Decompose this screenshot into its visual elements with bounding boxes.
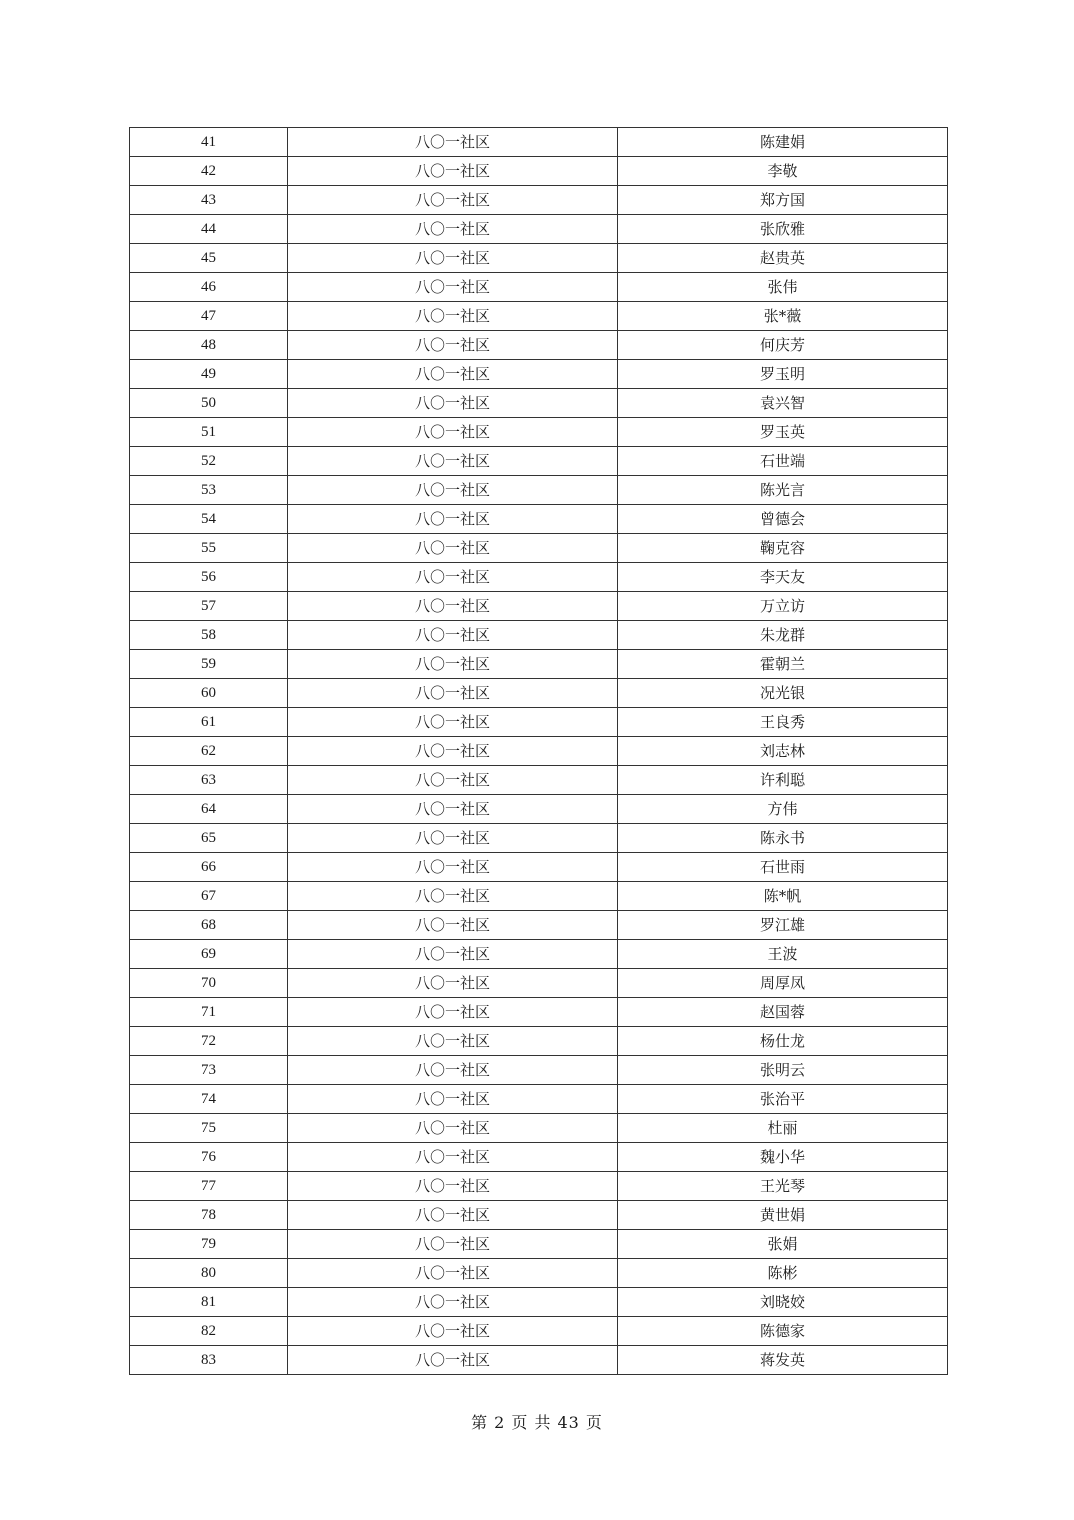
row-number-cell: 66 [130,853,288,882]
footer-middle: 页 共 [511,1413,552,1432]
name-cell: 鞠克容 [618,534,948,563]
page-footer [0,1410,1074,1433]
name-cell: 万立访 [618,592,948,621]
name-cell: 陈永书 [618,824,948,853]
community-cell: 八〇一社区 [288,418,618,447]
roster-table-body [130,128,948,1375]
community-cell: 八〇一社区 [288,1114,618,1143]
roster-table-container [129,127,946,1375]
row-number-cell: 81 [130,1288,288,1317]
community-cell: 八〇一社区 [288,331,618,360]
row-number-cell: 55 [130,534,288,563]
footer-total-pages: 43 [557,1413,580,1432]
row-number-cell: 46 [130,273,288,302]
table-row [130,215,948,244]
table-row [130,911,948,940]
name-cell: 许利聪 [618,766,948,795]
community-cell: 八〇一社区 [288,679,618,708]
name-cell: 石世端 [618,447,948,476]
table-row [130,389,948,418]
community-cell: 八〇一社区 [288,1346,618,1375]
name-cell: 赵贵英 [618,244,948,273]
table-row [130,650,948,679]
community-cell: 八〇一社区 [288,360,618,389]
row-number-cell: 42 [130,157,288,186]
name-cell: 张伟 [618,273,948,302]
name-cell: 况光银 [618,679,948,708]
row-number-cell: 44 [130,215,288,244]
table-row [130,302,948,331]
table-row [130,563,948,592]
name-cell: 张*薇 [618,302,948,331]
name-cell: 黄世娟 [618,1201,948,1230]
community-cell: 八〇一社区 [288,940,618,969]
name-cell: 赵国蓉 [618,998,948,1027]
community-cell: 八〇一社区 [288,534,618,563]
table-row [130,1317,948,1346]
name-cell: 王光琴 [618,1172,948,1201]
name-cell: 李天友 [618,563,948,592]
row-number-cell: 49 [130,360,288,389]
community-cell: 八〇一社区 [288,476,618,505]
community-cell: 八〇一社区 [288,1288,618,1317]
name-cell: 袁兴智 [618,389,948,418]
table-row [130,969,948,998]
community-cell: 八〇一社区 [288,1143,618,1172]
row-number-cell: 69 [130,940,288,969]
footer-prefix: 第 [471,1413,489,1432]
name-cell: 王波 [618,940,948,969]
table-row [130,1288,948,1317]
community-cell: 八〇一社区 [288,157,618,186]
row-number-cell: 67 [130,882,288,911]
row-number-cell: 53 [130,476,288,505]
row-number-cell: 61 [130,708,288,737]
name-cell: 张娟 [618,1230,948,1259]
community-cell: 八〇一社区 [288,737,618,766]
footer-page-number: 2 [494,1413,506,1432]
name-cell: 杜丽 [618,1114,948,1143]
table-row [130,1027,948,1056]
community-cell: 八〇一社区 [288,1085,618,1114]
name-cell: 李敬 [618,157,948,186]
row-number-cell: 78 [130,1201,288,1230]
community-cell: 八〇一社区 [288,389,618,418]
table-row [130,1230,948,1259]
row-number-cell: 43 [130,186,288,215]
table-row [130,157,948,186]
table-row [130,1143,948,1172]
community-cell: 八〇一社区 [288,998,618,1027]
name-cell: 魏小华 [618,1143,948,1172]
community-cell: 八〇一社区 [288,650,618,679]
table-row [130,1259,948,1288]
table-row [130,998,948,1027]
table-row [130,853,948,882]
table-row [130,824,948,853]
name-cell: 张明云 [618,1056,948,1085]
row-number-cell: 48 [130,331,288,360]
row-number-cell: 47 [130,302,288,331]
table-row [130,1172,948,1201]
community-cell: 八〇一社区 [288,766,618,795]
table-row [130,737,948,766]
table-row [130,534,948,563]
community-cell: 八〇一社区 [288,853,618,882]
roster-table [129,127,948,1375]
name-cell: 刘志林 [618,737,948,766]
name-cell: 郑方国 [618,186,948,215]
row-number-cell: 77 [130,1172,288,1201]
name-cell: 方伟 [618,795,948,824]
community-cell: 八〇一社区 [288,505,618,534]
name-cell: 张治平 [618,1085,948,1114]
name-cell: 陈*帆 [618,882,948,911]
name-cell: 张欣雅 [618,215,948,244]
name-cell: 霍朝兰 [618,650,948,679]
community-cell: 八〇一社区 [288,1056,618,1085]
row-number-cell: 64 [130,795,288,824]
name-cell: 刘晓姣 [618,1288,948,1317]
community-cell: 八〇一社区 [288,1172,618,1201]
row-number-cell: 82 [130,1317,288,1346]
row-number-cell: 41 [130,128,288,157]
name-cell: 朱龙群 [618,621,948,650]
row-number-cell: 62 [130,737,288,766]
community-cell: 八〇一社区 [288,882,618,911]
table-row [130,360,948,389]
row-number-cell: 50 [130,389,288,418]
table-row [130,505,948,534]
row-number-cell: 51 [130,418,288,447]
row-number-cell: 79 [130,1230,288,1259]
row-number-cell: 73 [130,1056,288,1085]
footer-suffix: 页 [585,1413,603,1432]
community-cell: 八〇一社区 [288,244,618,273]
community-cell: 八〇一社区 [288,795,618,824]
table-row [130,476,948,505]
row-number-cell: 70 [130,969,288,998]
table-row [130,1056,948,1085]
table-row [130,1201,948,1230]
community-cell: 八〇一社区 [288,969,618,998]
row-number-cell: 65 [130,824,288,853]
name-cell: 陈建娟 [618,128,948,157]
table-row [130,128,948,157]
community-cell: 八〇一社区 [288,186,618,215]
row-number-cell: 56 [130,563,288,592]
row-number-cell: 80 [130,1259,288,1288]
row-number-cell: 57 [130,592,288,621]
row-number-cell: 71 [130,998,288,1027]
community-cell: 八〇一社区 [288,128,618,157]
community-cell: 八〇一社区 [288,1317,618,1346]
name-cell: 周厚凤 [618,969,948,998]
row-number-cell: 83 [130,1346,288,1375]
table-row [130,331,948,360]
name-cell: 罗江雄 [618,911,948,940]
table-row [130,621,948,650]
community-cell: 八〇一社区 [288,621,618,650]
community-cell: 八〇一社区 [288,592,618,621]
community-cell: 八〇一社区 [288,447,618,476]
table-row [130,940,948,969]
table-row [130,1114,948,1143]
community-cell: 八〇一社区 [288,302,618,331]
table-row [130,679,948,708]
name-cell: 陈德家 [618,1317,948,1346]
name-cell: 陈彬 [618,1259,948,1288]
table-row [130,273,948,302]
table-row [130,795,948,824]
row-number-cell: 75 [130,1114,288,1143]
row-number-cell: 54 [130,505,288,534]
row-number-cell: 45 [130,244,288,273]
name-cell: 王良秀 [618,708,948,737]
name-cell: 石世雨 [618,853,948,882]
row-number-cell: 68 [130,911,288,940]
table-row [130,244,948,273]
community-cell: 八〇一社区 [288,824,618,853]
table-row [130,186,948,215]
row-number-cell: 74 [130,1085,288,1114]
row-number-cell: 76 [130,1143,288,1172]
name-cell: 杨仕龙 [618,1027,948,1056]
table-row [130,592,948,621]
community-cell: 八〇一社区 [288,1259,618,1288]
table-row [130,766,948,795]
table-row [130,1085,948,1114]
row-number-cell: 59 [130,650,288,679]
community-cell: 八〇一社区 [288,1230,618,1259]
row-number-cell: 52 [130,447,288,476]
community-cell: 八〇一社区 [288,911,618,940]
table-row [130,708,948,737]
table-row [130,882,948,911]
name-cell: 蒋发英 [618,1346,948,1375]
name-cell: 曾德会 [618,505,948,534]
row-number-cell: 63 [130,766,288,795]
name-cell: 何庆芳 [618,331,948,360]
row-number-cell: 60 [130,679,288,708]
table-row [130,418,948,447]
table-row [130,447,948,476]
community-cell: 八〇一社区 [288,1201,618,1230]
name-cell: 罗玉英 [618,418,948,447]
name-cell: 罗玉明 [618,360,948,389]
row-number-cell: 72 [130,1027,288,1056]
row-number-cell: 58 [130,621,288,650]
community-cell: 八〇一社区 [288,708,618,737]
community-cell: 八〇一社区 [288,273,618,302]
table-row [130,1346,948,1375]
name-cell: 陈光言 [618,476,948,505]
community-cell: 八〇一社区 [288,215,618,244]
community-cell: 八〇一社区 [288,563,618,592]
community-cell: 八〇一社区 [288,1027,618,1056]
